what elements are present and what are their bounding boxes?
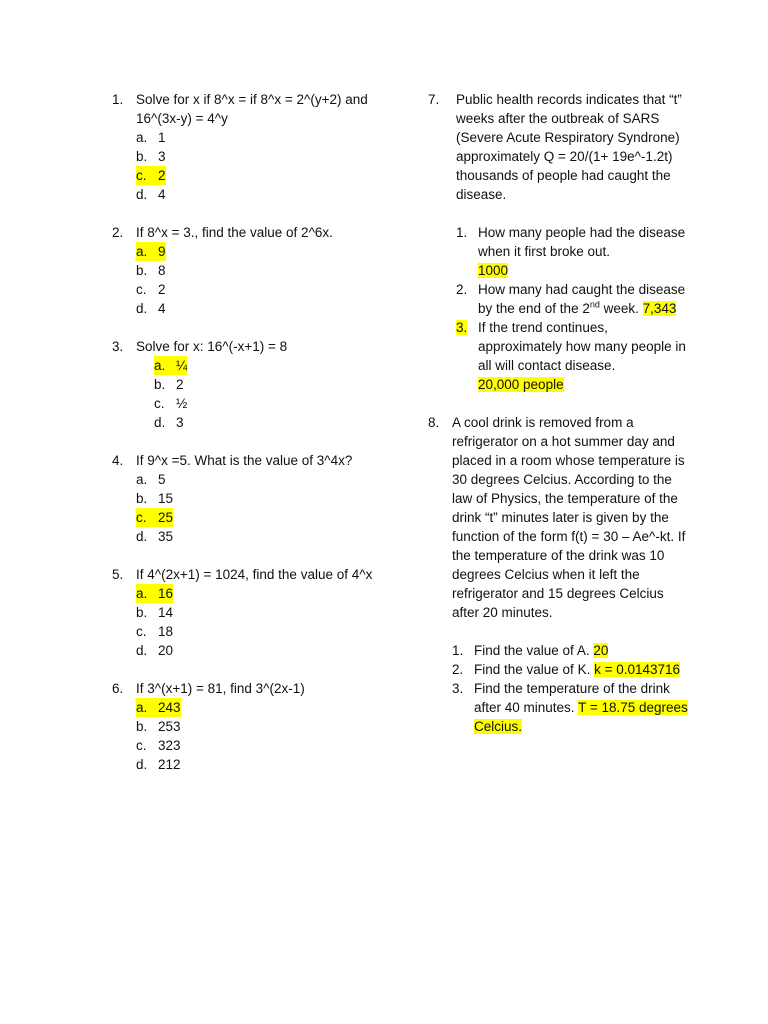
option-c-correct: c. 2 [136, 168, 166, 183]
question-1 [112, 90, 382, 204]
question-text: A cool drink is removed from a refrigerator on a hot summer day and placed in a room whose temperature is 30 degrees Celcius. According to the law of Physics, the temperature of the drink “t” minutes later is given by the function of the form f(t) = 30 – Ae^-kt. If the temperature of the drink was 10 degrees Celcius when it left the refrigerator and 15 degrees Celcius after 20 minutes. [452, 415, 686, 620]
answer: T = 18.75 degrees Celcius. [474, 700, 688, 734]
question-number: 5. [112, 567, 124, 582]
question-text: Solve for x: 16^(-x+1) = 8 [136, 339, 288, 354]
sub-question-1: 1. Find the value of A. 20 [452, 643, 609, 658]
question-8 [428, 413, 690, 736]
right-column [428, 90, 690, 755]
question-number: 8. [428, 415, 440, 430]
question-text: Public health records indicates that “t” weeks after the outbreak of SARS (Severe Acute Respiratory Syndrone) approximately Q = 20/(1+ 19e^-1.2t) thousands of people had caught the disease. [456, 92, 682, 202]
answer: 20 [593, 643, 609, 658]
option-a-correct: a. ¼ [154, 358, 188, 373]
option-b: b. 3 [136, 149, 166, 164]
option-a-correct: a. 16 [136, 586, 174, 601]
option-a-correct: a. 9 [136, 244, 166, 259]
sub-question-1: 1. How many people had the disease when it first broke out. 1000 [456, 225, 686, 278]
option-c: c. 323 [136, 738, 181, 753]
option-a-correct: a. 243 [136, 700, 181, 715]
option-c-correct: c. 25 [136, 510, 174, 525]
left-column [112, 90, 382, 793]
option-d: d. 20 [136, 643, 174, 658]
question-7 [428, 90, 690, 394]
question-6 [112, 679, 382, 774]
option-d: d. 4 [136, 187, 166, 202]
option-a: a. 5 [136, 472, 166, 487]
answer: 7,343 [642, 301, 677, 316]
question-number: 6. [112, 681, 124, 696]
sub-question-2: 2. How many had caught the disease by the end of the 2nd week. 7,343 [456, 282, 686, 316]
option-d: d. 4 [136, 301, 166, 316]
question-number: 2. [112, 225, 124, 240]
question-number: 3. [112, 339, 124, 354]
question-text: If 4^(2x+1) = 1024, find the value of 4^x [136, 567, 373, 582]
question-number: 1. [112, 92, 124, 107]
option-d: d. 3 [154, 415, 184, 430]
sub-question-3: 3. Find the temperature of the drink after 40 minutes. T = 18.75 degrees Celcius. [452, 681, 688, 734]
option-c: c. ½ [154, 396, 188, 411]
question-5 [112, 565, 382, 660]
sub-question-2: 2. Find the value of K. k = 0.0143716 [452, 662, 681, 677]
question-text: If 3^(x+1) = 81, find 3^(2x-1) [136, 681, 305, 696]
option-b: b. 14 [136, 605, 174, 620]
option-b: b. 8 [136, 263, 166, 278]
option-d: d. 212 [136, 757, 181, 772]
answer: k = 0.0143716 [594, 662, 681, 677]
option-b: b. 15 [136, 491, 174, 506]
question-text: Solve for x if 8^x = if 8^x = 2^(y+2) and 16^(3x-y) = 4^y [136, 92, 368, 126]
question-number: 4. [112, 453, 124, 468]
option-a: a. 1 [136, 130, 166, 145]
option-b: b. 253 [136, 719, 181, 734]
option-b: b. 2 [154, 377, 184, 392]
option-c: c. 2 [136, 282, 166, 297]
question-text: If 9^x =5. What is the value of 3^4x? [136, 453, 353, 468]
sub-question-3: 3. If the trend continues, approximately how many people in all will contact disease. 20,000 people [456, 320, 686, 392]
question-number: 7. [428, 92, 440, 107]
question-4 [112, 451, 382, 546]
option-c: c. 18 [136, 624, 174, 639]
question-2 [112, 223, 382, 318]
answer: 1000 [478, 263, 509, 278]
answer: 20,000 people [478, 377, 564, 392]
question-text: If 8^x = 3., find the value of 2^6x. [136, 225, 333, 240]
option-d: d. 35 [136, 529, 174, 544]
question-3 [112, 337, 382, 432]
